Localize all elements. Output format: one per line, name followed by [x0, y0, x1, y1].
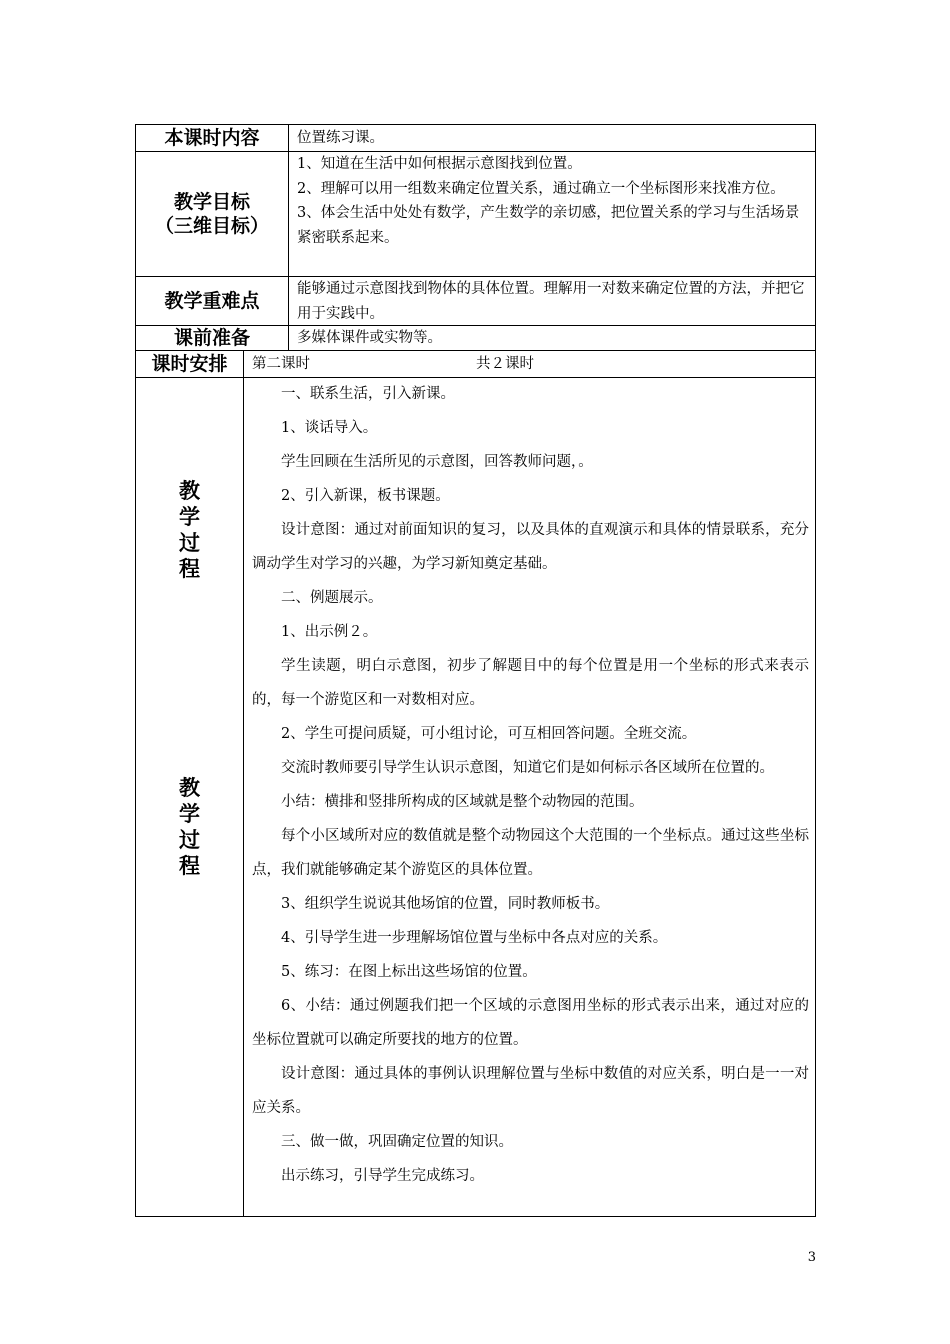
process-paragraph: 一、联系生活，引入新课。 — [281, 386, 455, 402]
schedule-label: 课时安排 — [151, 353, 228, 375]
process-paragraph: 小结：横排和竖排所构成的区域就是整个动物园的范围。 — [281, 794, 644, 810]
process-paragraph: 交流时教师要引导学生认识示意图，知道它们是如何标示各区域所在位置的。 — [281, 760, 774, 776]
process-paragraph: 6、小结：通过例题我们把一个区域的示意图用坐标的形式表示出来，通过对应的坐标位置就可以确定所要找的地方的位置。 — [252, 998, 809, 1048]
difficulty-value: 能够通过示意图找到物体的具体位置。理解用一对数来确定位置的方法，并把它用于实践中。 — [297, 281, 805, 322]
process-paragraph: 4、引导学生进一步理解场馆位置与坐标中各点对应的关系。 — [281, 930, 668, 946]
page-number: 3 — [807, 1250, 816, 1265]
process-paragraph: 3、组织学生说说其他场馆的位置，同时教师板书。 — [281, 896, 610, 912]
content-label: 本课时内容 — [164, 127, 260, 149]
process-paragraph: 5、练习：在图上标出这些场馆的位置。 — [281, 964, 537, 980]
process-paragraph: 1、出示例２。 — [281, 624, 378, 640]
goals-label — [136, 152, 288, 276]
content-value: 位置练习课。 — [297, 130, 384, 146]
process-paragraph: 2、引入新课，板书课题。 — [281, 488, 450, 504]
process-content — [252, 377, 809, 1193]
prep-value: 多媒体课件或实物等。 — [297, 330, 442, 346]
goals-label-main: 教学目标 — [173, 191, 250, 213]
process-paragraph: 设计意图：通过对前面知识的复习，以及具体的直观演示和具体的情景联系，充分调动学生对学习的兴趣，为学习新知奠定基础。 — [252, 522, 809, 572]
process-paragraph: 每个小区域所对应的数值就是整个动物园这个大范围的一个坐标点。通过这些坐标点，我们就能够确定某个游览区的具体位置。 — [252, 828, 809, 878]
process-paragraph: 二、例题展示。 — [281, 590, 383, 606]
goal-item-2: 2、理解可以用一组数来确定位置关系，通过确立一个坐标图形来找准方位。 — [297, 180, 785, 197]
prep-label: 课前准备 — [173, 327, 250, 349]
goals-list — [297, 152, 809, 276]
process-paragraph: 1、谈话导入。 — [281, 420, 378, 436]
goal-item-3: 3、体会生活中处处有数学，产生数学的亲切感，把位置关系的学习与生活场景紧密联系起来。 — [297, 205, 800, 246]
process-paragraph: 学生回顾在生活所见的示意图，回答教师问题，。 — [281, 454, 593, 470]
goals-label-sub: （三维目标） — [154, 215, 269, 237]
process-label-upper: 教 学 过 程 — [179, 479, 200, 581]
schedule-total: 共２课时 — [476, 356, 534, 372]
goal-item-1: 1、知道在生活中如何根据示意图找到位置。 — [297, 156, 582, 172]
schedule-current: 第二课时 — [252, 356, 310, 372]
process-label-lower: 教 学 过 程 — [179, 776, 200, 878]
process-paragraph: 出示练习，引导学生完成练习。 — [281, 1168, 484, 1184]
difficulty-label: 教学重难点 — [164, 290, 260, 312]
process-paragraph: 学生读题，明白示意图，初步了解题目中的每个位置是用一个坐标的形式来表示的，每一个游览区和一对数相对应。 — [252, 658, 809, 708]
process-paragraph: 设计意图：通过具体的事例认识理解位置与坐标中数值的对应关系，明白是一一对应关系。 — [252, 1066, 809, 1116]
process-paragraph: 三、做一做，巩固确定位置的知识。 — [281, 1134, 513, 1150]
process-paragraph: 2、学生可提问质疑，可小组讨论，可互相回答问题。全班交流。 — [281, 726, 697, 742]
